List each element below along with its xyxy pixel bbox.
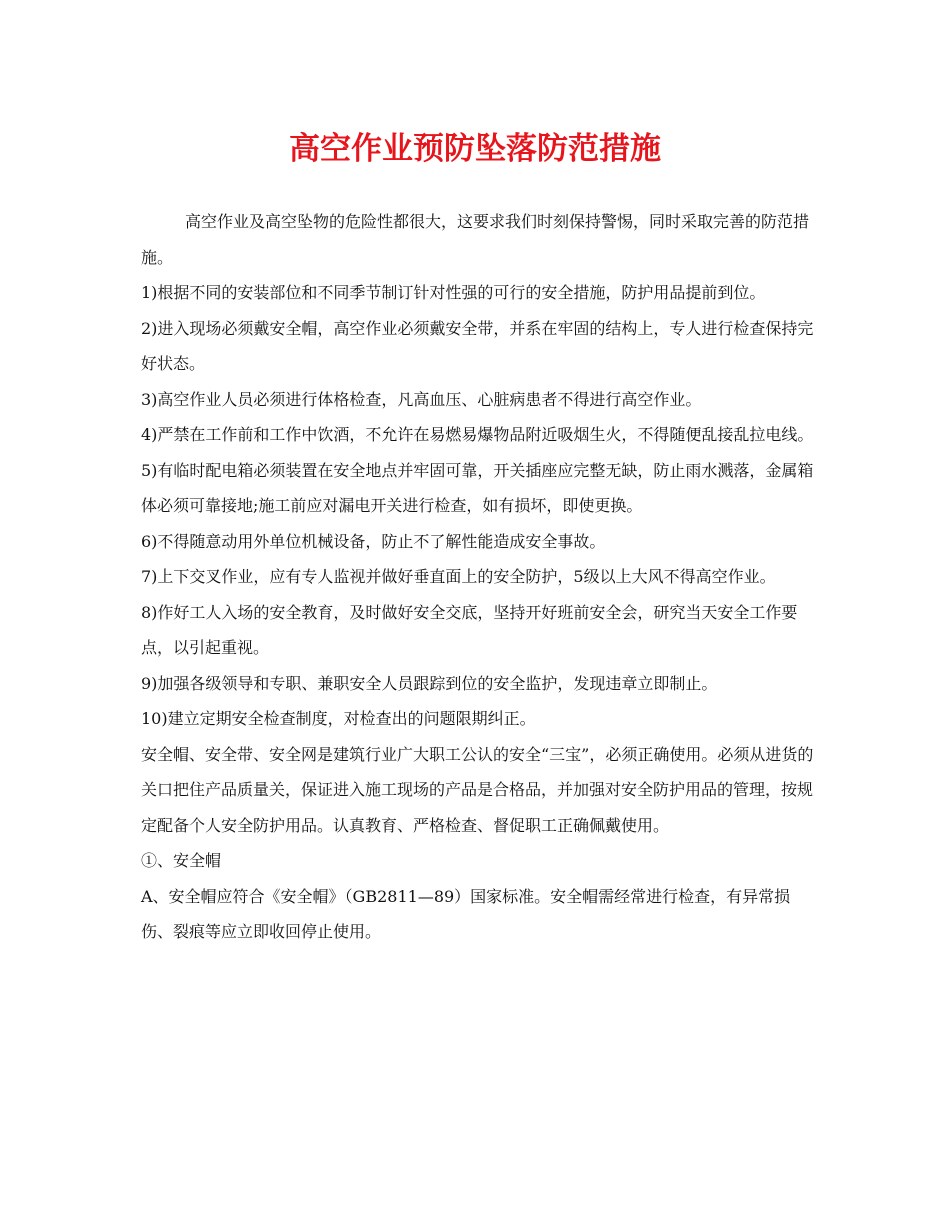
measure-item-8: 8)作好工人入场的安全教育，及时做好安全交底，坚持开好班前安全会，研究当天安全工作要点，以引起重视。: [141, 602, 798, 657]
intro-paragraph: 高空作业及高空坠物的危险性都很大，这要求我们时刻保持警惕，同时采取完善的防范措施。: [141, 212, 810, 267]
measure-item-5: 5)有临时配电箱必须装置在安全地点并牢固可靠，开关插座应完整无缺，防止雨水溅落，金属箱体必须可靠接地;施工前应对漏电开关进行检查，如有损坏，即使更换。: [141, 460, 814, 515]
section-heading-helmet: ①、安全帽: [141, 851, 222, 870]
measure-item-6: 6)不得随意动用外单位机械设备，防止不了解性能造成安全事故。: [141, 531, 606, 551]
helmet-item-a: A、安全帽应符合《安全帽》（GB2811—89）国家标准。安全帽需经常进行检查，有异常损伤、裂痕等应立即收回停止使用。: [141, 886, 791, 941]
measure-item-4: 4)严禁在工作前和工作中饮酒，不允许在易燃易爆物品附近吸烟生火，不得随便乱接乱拉电线。: [141, 425, 814, 444]
measure-item-10: 10)建立定期安全检查制度，对检查出的问题限期纠正。: [141, 709, 536, 728]
measure-item-1: 1)根据不同的安装部位和不同季节制订针对性强的可行的安全措施，防护用品提前到位。: [141, 283, 766, 302]
document-body: [141, 204, 821, 950]
measure-item-9: 9)加强各级领导和专职、兼职安全人员跟踪到位的安全监护，发现违章立即制止。: [141, 673, 718, 693]
document-title: 高空作业预防坠落防范措施: [289, 131, 661, 167]
measure-item-2: 2)进入现场必须戴安全帽，高空作业必须戴安全带，并系在牢固的结构上，专人进行检查保持完好状态。: [141, 318, 814, 373]
measure-item-3: 3)高空作业人员必须进行体格检查，凡高血压、心脏病患者不得进行高空作业。: [141, 389, 702, 409]
three-treasures-paragraph: 安全帽、安全带、安全网是建筑行业广大职工公认的安全“三宝”，必须正确使用。必须从进货的关口把住产品质量关，保证进入施工现场的产品是合格品，并加强对安全防护用品的管理，按规定配备个人安全防护用品。认真教育、严格检查、督促职工正确佩戴使用。: [141, 744, 814, 835]
measure-item-7: 7)上下交叉作业，应有专人监视并做好垂直面上的安全防护，5级以上大风不得高空作业。: [141, 567, 776, 586]
